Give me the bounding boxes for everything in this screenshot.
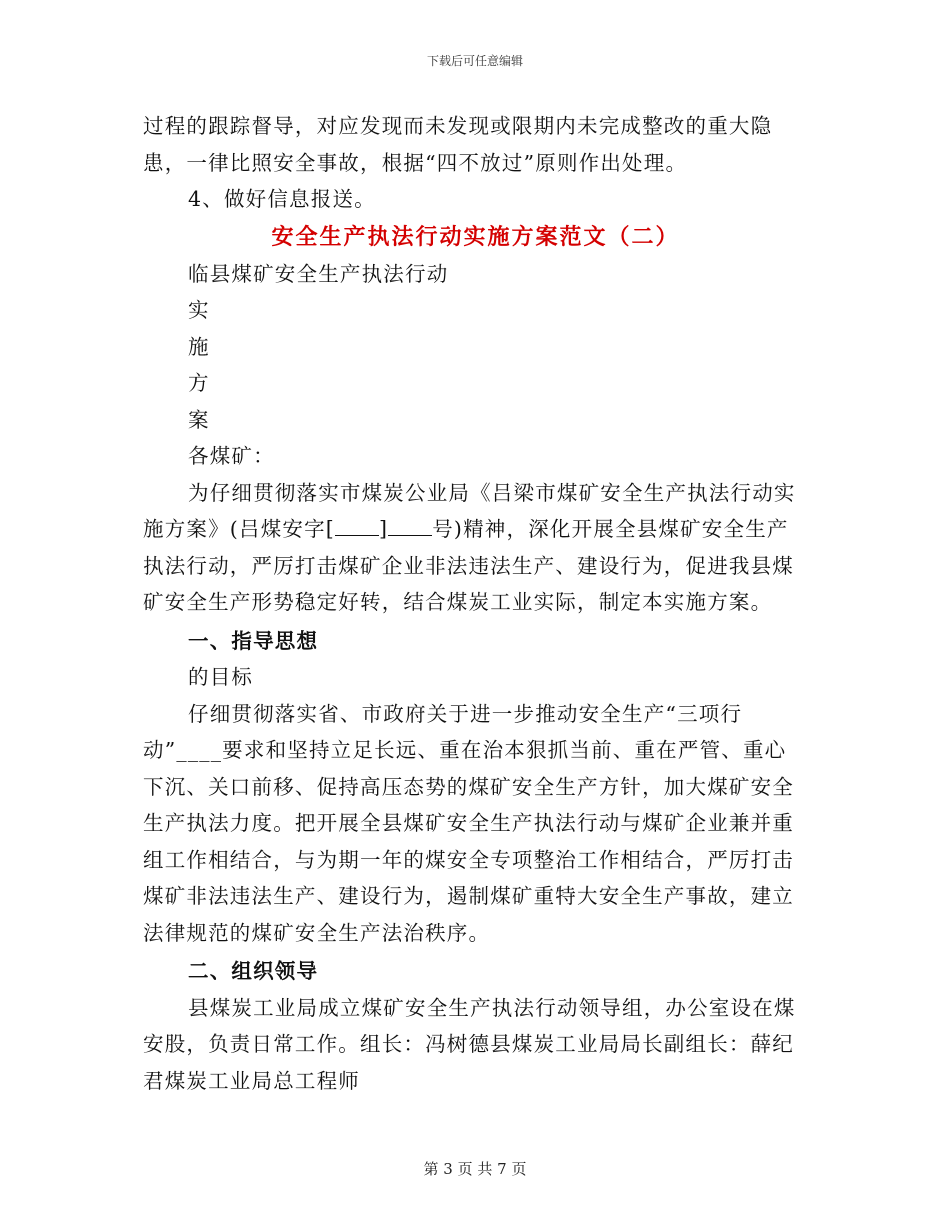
document-body	[143, 108, 808, 1099]
paragraph: 仔细贯彻落实省、市政府关于进一步推动安全生产“三项行动”____要求和坚持立足长远、重在治本狠抓当前、重在严管、重心下沉、关口前移、促持高压态势的煤矿安全生产方针，加大煤矿安全生产执法力度。把开展全县煤矿安全生产执法行动与煤矿企业兼并重组工作相结合，与为期一年的煤安全专项整治工作相结合，严厉打击煤矿非法违法生产、建设行为，遏制煤矿重特大安全生产事故，建立法律规范的煤矿安全生产法治秩序。	[143, 701, 794, 945]
page-header-note: 下载后可任意编辑	[426, 54, 523, 68]
document-title: 安全生产执法行动实施方案范文（二）	[271, 223, 680, 250]
section-heading: 一、指导思想	[188, 628, 319, 653]
plan-title-char: 施	[188, 334, 210, 359]
paragraph-part: 为仔细贯彻落实市煤炭公业局《吕梁市煤矿安全生产执法行动实施方案》(吕煤安字[	[143, 480, 796, 541]
plan-title-line: 临县煤矿安全生产执法行动	[188, 261, 449, 286]
plan-title-char: 方	[188, 371, 210, 395]
paragraph-part: 号)精神，深化开展全县煤矿安全生产执法行动，严厉打击煤矿企业非法违法生产、建设行为，促进我县煤矿安全生产形势稳定好转，结合煤炭工业实际，制定本实施方案。	[143, 517, 794, 614]
paragraph: 过程的跟踪督导，对应发现而未发现或限期内未完成整改的重大隐患，一律比照安全事故，根据“四不放过”原则作出处理。	[143, 114, 773, 175]
fill-in-blank	[335, 519, 379, 536]
plan-title-char: 实	[188, 298, 210, 322]
section-heading: 二、组织领导	[188, 959, 319, 983]
paragraph: 县煤炭工业局成立煤矿安全生产执法行动领导组，办公室设在煤安股，负责日常工作。组长：冯树德县煤炭工业局局长副组长：薛纪君煤炭工业局总工程师	[143, 995, 796, 1093]
paragraph: 4、做好信息报送。	[188, 187, 376, 211]
page-number: 第 3 页 共 7 页	[423, 1160, 527, 1178]
fill-in-blank	[388, 519, 432, 536]
paragraph-part: ]	[379, 517, 389, 541]
sub-heading: 的目标	[188, 665, 254, 689]
paragraph	[143, 475, 808, 621]
plan-title-char: 案	[188, 407, 210, 432]
salutation: 各煤矿：	[188, 444, 275, 468]
